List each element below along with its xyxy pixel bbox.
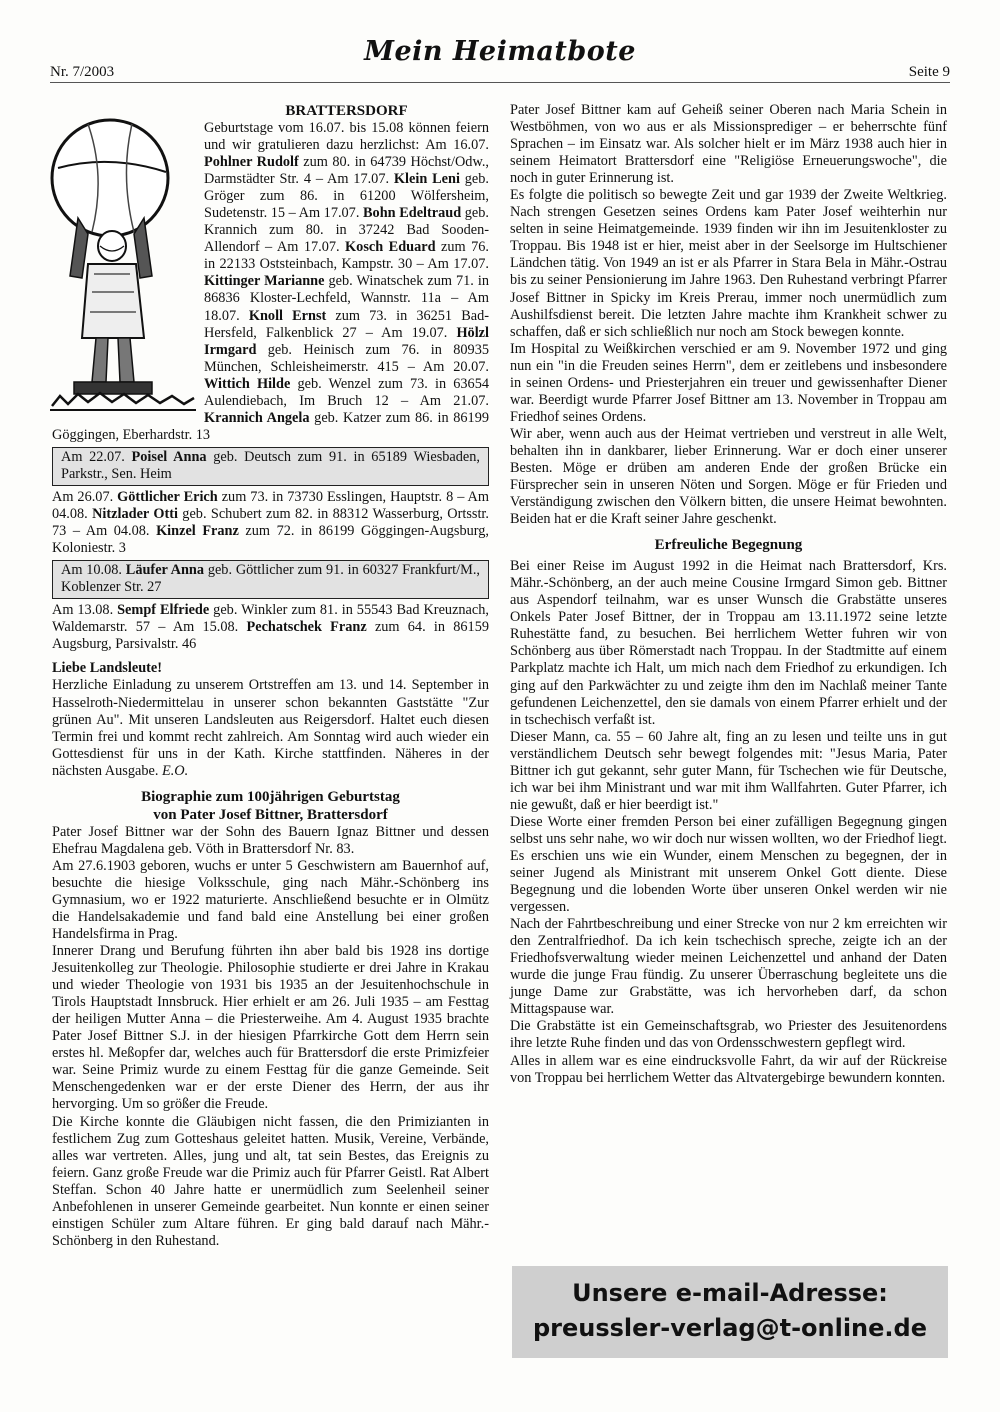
biography-continued <box>510 102 947 528</box>
birthday-details: zum 76. in 22133 Oststeinbach, Kampstr. 30 – Am 17.07. <box>204 239 489 273</box>
box-name: Läufer Anna <box>125 562 205 579</box>
celebrant-name: Bohn Edeltraud <box>363 205 462 222</box>
box-prefix: Am 10.08. <box>61 562 126 579</box>
celebrant-name: Göttlicher Erich <box>117 488 218 505</box>
birthday-details: geb. Katzer zum 86. in 86199 Göggingen, Eberhardstr. 13 <box>52 409 489 443</box>
birthday-details: zum 73. in 36251 Bad-Hersfeld, Falkenblick 27 – Am 19.07. <box>204 307 489 341</box>
birthday-details: Am 26.07. <box>52 488 118 505</box>
birthday-list-continued <box>52 489 489 557</box>
birthday-box-laeufer <box>52 560 489 599</box>
box-prefix: Am 22.07. <box>61 448 132 465</box>
greeting-body: Herzliche Einladung zu unserem Ortstreffen am 13. und 14. September in Hasselroth-Niedermittelau in unserer schon bekannten Gaststätte "Zur grünen Au". Mit unseren Landsleuten aus Reigersdorf. Haltet euch diesen Termin frei und kommt recht zahlreich. Am Sonntag wird auch wieder ein Gottesdienst für uns in der Kath. Kirche stattfinden. Näheres in der nächsten Ausgabe. <box>52 677 489 779</box>
birthday-details: geb. Heinisch zum 76. in 80935 München, Schleisheimerstr. 415 – Am 20.07. <box>204 341 489 375</box>
meeting-paragraph: Nach der Fahrtbeschreibung und einer Strecke von nur 2 km erreichten wir den Zentralfriedhof. Da ich kein tschechisch spreche, zeigte ich an der Friedhofsverwaltung wieder meinen Leichenzettel und anhand der Daten wurde die junge Frau fündig. Zu unserer Überraschung begleitete uns die junge Dame zur Grabstätte, was ich hervorheben darf, da schon Mittagspause war. <box>510 916 947 1018</box>
birthday-details: zum 64. in 86159 Augsburg, Parsivalstr. 46 <box>52 619 489 653</box>
bio-paragraph: Pater Josef Bittner kam auf Geheiß seiner Oberen nach Maria Schein in Westböhmen, von wo aus er als Missionsprediger – er beherrschte fünf Sprachen – im Einsatz war. Als solcher hielt er im März 1938 auch hier in seinem Heimatort Brattersdorf eine "Religiöse Erneuerungswoche", die noch in guter Erinnerung ist. <box>510 102 947 187</box>
header-rule <box>50 82 950 83</box>
celebrant-name: Hölzl Irmgard <box>204 324 489 358</box>
biography-title-line2: von Pater Josef Bittner, Brattersdorf <box>153 806 388 823</box>
celebrant-name: Knoll Ernst <box>248 307 327 324</box>
greeting-text <box>52 677 489 779</box>
celebrant-name: Krannich Angela <box>204 409 310 426</box>
box-details: geb. Göttlicher zum 91. in 60327 Frankfurt/M., Koblenzer Str. 27 <box>61 562 480 596</box>
celebrant-name: Kittinger Marianne <box>204 273 325 290</box>
birthday-details: zum 80. in 64739 Höchst/Odw., Darmstädter Str. 4 – Am 17.07. <box>204 154 489 188</box>
biography-title <box>52 788 489 824</box>
celebrant-name: Sempf Elfriede <box>117 602 210 619</box>
right-column <box>510 102 947 1087</box>
meeting-paragraph: Dieser Mann, ca. 55 – 60 Jahre alt, fing an zu lesen und teilte uns in gut verständlichem Deutsch sehr bewegt folgendes mit: "Jesus Maria, Pater Bittner ich gut gekannt, sehr guter Mann, für Tschechen wie für Deutsche, ich war bei ihm Ministrant und war mit ihm Wallfahrten. Guter Pfarrer, ich nie gewußt, daß er hier beerdigt ist." <box>510 728 947 813</box>
bio-paragraph: Im Hospital zu Weißkirchen verschied er am 9. November 1972 und ging nun ein "in die Freuden seines Herrn", dem er zeitlebens und insbesondere in seinen Ordens- und Priesterjahren ein treuer und gewissenhafter Diener war. Beerdigt wurde Pfarrer Josef Bittner am 13. November in Troppau am Friedhof seines Ordens. <box>510 340 947 425</box>
birthday-details: zum 73. in 73730 Esslingen, Hauptstr. 8 – Am 04.08. <box>52 488 489 523</box>
box-details: geb. Deutsch zum 91. in 65189 Wiesbaden, Parkstr., Sen. Heim <box>61 448 480 482</box>
celebrant-name: Kinzel Franz <box>156 523 239 540</box>
section-title-brattersdorf: BRATTERSDORF <box>285 103 408 119</box>
bio-paragraph: Es folgte die politisch so bewegte Zeit und gar 1939 der Zweite Weltkrieg. Nach strengen Gesetzen seines Ordens kam Pater Josef weihterhin nur selten in seine Heimatgemeinde. 1939 finden wir ihn im Jesuitenkloster zu Troppau. Bis 1948 ist er hier, meist aber in der Seelsorge im Hultschiener Ländchen tätig. Von 1949 an ist er als Pfarrer in Stara Bela in Mähr.-Ostrau bis zu seiner Pensionierung im Jahre 1963. Den Ruhestand verbringt Pfarrer Josef Bittner in Spicky im Kreis Prerau, immer noch unermüdlich zum Aushilfsdienst bereit. Die letzten Jahre machte ihm Krankheit schwer zu schaffen, daß er sich schließlich nur noch am Stock bewegen konnte. <box>510 187 947 340</box>
bio-paragraph: Am 27.6.1903 geboren, wuchs er unter 5 Geschwistern am Bauernhof auf, besuchte die hiesige Volksschule, ging nach Mähr.-Schönberg ins Gymnasium, wo er 1922 maturierte. Anschließend besuchte er in Olmütz die Handelsakademie und fand bald eine Anstellung bei einer großen Handelsfirma in Prag. <box>52 857 489 943</box>
email-heading: Unsere e-mail-Adresse: <box>572 1279 888 1307</box>
birthday-details: geb. Winkler zum 81. in 55543 Bad Kreuznach, Waldemarstr. 57 – Am 15.08. <box>52 602 489 636</box>
meeting-paragraph: Die Grabstätte ist ein Gemeinschaftsgrab, wo Priester des Jesuitenordens ihre letzte Ruhe finden und das von Ordensschwestern gepflegt wird. <box>510 1018 947 1052</box>
celebrant-name: Pohlner Rudolf <box>204 154 299 171</box>
bio-paragraph: Die Kirche konnte die Gläubigen nicht fassen, die den Primizianten in festlichem Zug zum Gotteshaus geleitet hatten. Musik, Vereine, Verbände, alles war vertreten. Alles, jung und alt, tat sein Bestes, das Ereignis zu feiern. Ganz große Freude war die Primiz auch für Pfarrer Geistl. Rat Albert Steffan. Schon 40 Jahre hatte er unermüdlich zum Seelenheil seiner Anbefohlenen in unserer Gemeinde gearbeitet. Nun konnte er einen seiner einstigen Schüler zum Altare führen. Er ging bald darauf nach Mähr.-Schönberg in den Ruhestand. <box>52 1113 489 1249</box>
biography-body <box>52 824 489 1250</box>
email-address[interactable]: preussler-verlag@t-online.de <box>532 1314 927 1342</box>
birthday-details: geb. Winatschek zum 71. in 86836 Kloster-Lechfeld, Wannstr. 11a – Am 18.07. <box>204 273 489 324</box>
left-column <box>52 102 489 1250</box>
birthday-details: zum 72. in 86199 Göggingen-Augsburg, Koloniestr. 3 <box>52 523 489 557</box>
email-address-box <box>512 1266 948 1358</box>
biography-title-line1: Biographie zum 100jährigen Geburtstag <box>141 788 400 805</box>
birthday-box-poisel <box>52 447 489 486</box>
birthday-details: geb. Krannich zum 80. in 37242 Bad Sooden-Allendorf – Am 17.07. <box>204 205 489 256</box>
meeting-body <box>510 558 947 1086</box>
birthday-details: Geburtstage vom 16.07. bis 15.08 können feiern und wir gratulieren dazu herzlichst: Am 16.07. <box>204 120 489 154</box>
statue-carrying-globe-icon <box>48 106 198 414</box>
birthday-details: Am 13.08. <box>52 602 118 619</box>
celebrant-name: Klein Leni <box>393 171 460 188</box>
section-title-meeting: Erfreuliche Begegnung <box>654 537 803 554</box>
celebrant-name: Nitzlader Otti <box>92 506 178 523</box>
masthead-logo: Mein Heimatbote <box>364 36 636 67</box>
bio-paragraph: Innerer Drang und Berufung führten ihn aber bald bis 1928 ins dortige Jesuitenkolleg zur Theologie. Philosophie studierte er drei Jahre in Krakau und wieder Theologie von 1931 bis 1935 an der Jesuitenhochschule in Tirols Hauptstadt Innsbruck. Hier erhielt er am 26. Juli 1935 – am Festtag der heiligen Mutter Anna – die Priesterweihe. Am 4. August 1935 brachte Pater Josef Bittner S.J. in der hiesigen Pfarrkirche Gott dem Herrn sein erstes hl. Meßopfer dar, welches auch für Brattersdorf die erste Primizfeier war. Seine Primiz wurde zu einem Festtag für die ganze Gemeinde. Seit Menschengedenken war er der erste Diener des Herrn, der aus ihr hervorging. Um so größer die Freude. <box>52 943 489 1113</box>
bio-paragraph: Pater Josef Bittner war der Sohn des Bauern Ignaz Bittner und dessen Ehefrau Magdalena geb. Vöth in Brattersdorf Nr. 83. <box>52 823 489 857</box>
greeting-signature: E.O. <box>161 762 189 779</box>
meeting-paragraph: Diese Worte einer fremden Person bei einer zufälligen Begegnung gingen selbst uns sehr nahe, wo wir doch nur wissen wollten, wo der Friedhof liegt. Es erschien uns wie ein Wunder, einem Menschen zu begegnen, der in seiner Jugend als Ministrant mit unserem Onkel Gott diente. Diese Begegnung und die lobenden Worte über unseren Onkel werden wir nie vergessen. <box>510 813 947 916</box>
greeting-heading: Liebe Landsleute! <box>52 660 163 677</box>
birthday-details: geb. Schubert zum 82. in 88312 Wasserburg, Ortsstr. 73 – Am 04.08. <box>52 506 489 540</box>
bio-paragraph: Wir aber, wenn auch aus der Heimat vertrieben und verstreut in alle Welt, behalten ihn in dankbarer, lieber Erinnerung. War er doch einer unserer Besten. Möge er drüben am anderen Ende der großen Brücke ein Fürsprecher sein in unseren Nöten und Sorgen. Möge er für Frieden und Verständigung zwischen den Völkern bitten, die unsere Heimat bewohnten. Beiden hat er die Kraft seiner Jahre geschenkt. <box>510 425 947 528</box>
meeting-paragraph: Bei einer Reise im August 1992 in die Heimat nach Brattersdorf, Krs. Mähr.-Schönberg, an der auch meine Cousine Irmgard Simon geb. Bittner aus Aspendorf teilnahm, war es unser Wunsch die Grabstätte unseres Onkels Pater Josef Bittner, der in Troppau am 13.11.1972 seine letzte Ruhestätte fand, zu besuchen. Bei herrlichem Wetter fuhren wir von Schönberg aus über Römerstadt nach Troppau. In der Stadtmitte auf einem Parkplatz machte ich Halt, um mich nach dem Friedhof zu erkundigen. Ich ging auf den Parkwächter zu und zeigte ihm den im Nachlaß meiner Tante gefundenen Leichenzettel, den sie damals von einem Pfarrer erhielt und der in tschechisch verfaßt ist. <box>510 558 947 728</box>
celebrant-name: Kosch Eduard <box>345 239 436 256</box>
meeting-paragraph: Alles in allem war es eine eindrucksvolle Fahrt, da wir auf der Rückreise von Troppau bei herrlichem Wetter das Altvatergebirge bewundern konnten. <box>510 1052 947 1086</box>
box-name: Poisel Anna <box>131 448 207 465</box>
page-header <box>50 36 950 82</box>
birthday-details: geb. Gröger zum 86. in 61200 Wölfersheim, Sudetenstr. 15 – Am 17.07. <box>204 171 489 222</box>
celebrant-name: Pechatschek Franz <box>246 619 367 636</box>
birthday-list-final <box>52 602 489 653</box>
celebrant-name: Wittich Hilde <box>204 375 291 392</box>
birthday-details: geb. Wenzel zum 73. in 63654 Aulendiebach, Im Bruch 12 – Am 21.07. <box>204 375 489 409</box>
page-number: Seite 9 <box>908 64 950 80</box>
issue-number: Nr. 7/2003 <box>50 64 115 80</box>
